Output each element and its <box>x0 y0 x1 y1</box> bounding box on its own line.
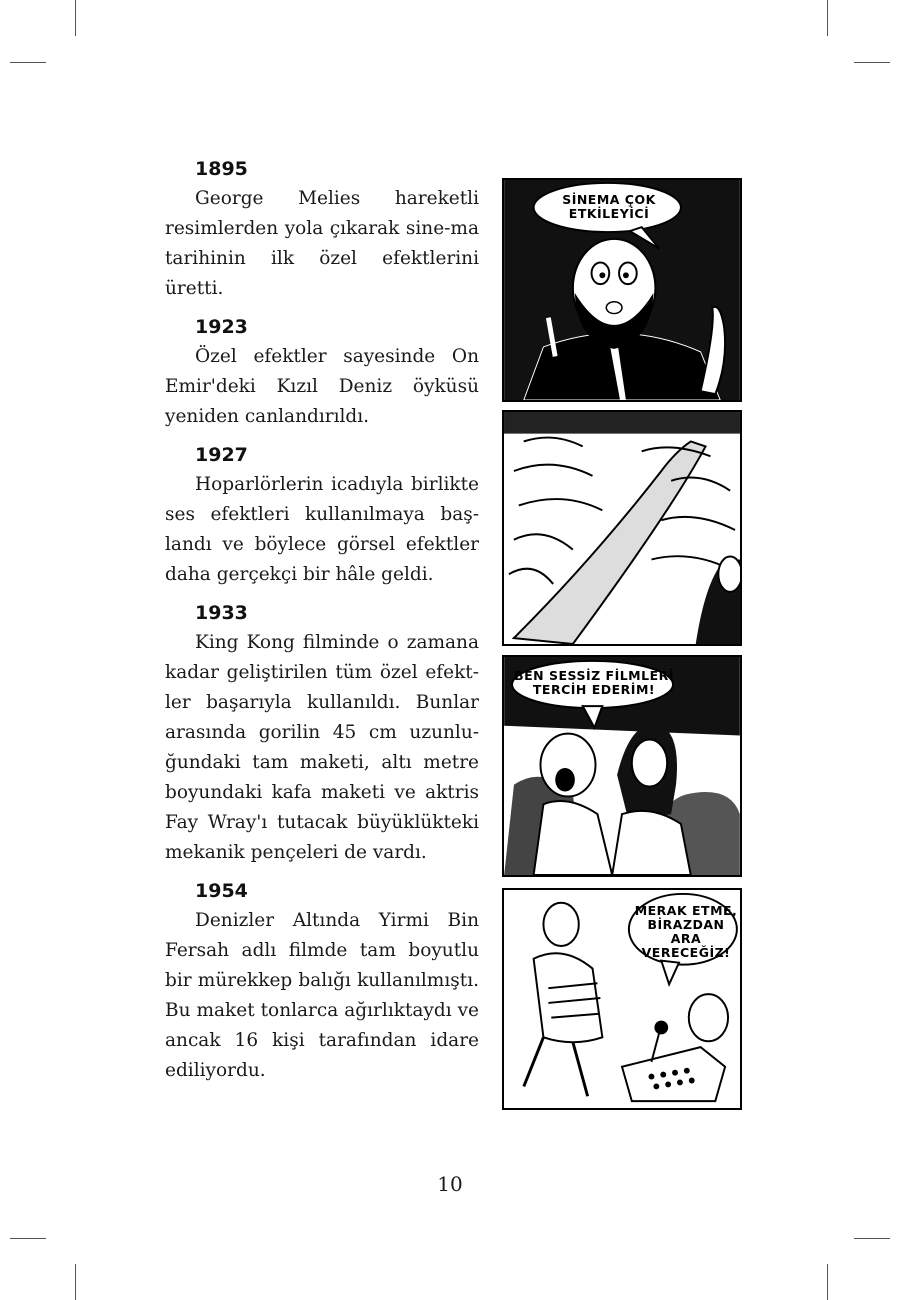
crop-mark <box>75 0 76 36</box>
year-heading: 1895 <box>195 158 248 180</box>
comic-panel-4 <box>502 888 742 1110</box>
entry-text: King Kong filminde o zamana kadar geliştirilen tüm özel efekt-ler başarıyla kullanıldı. Bunlar arasında gorilin 45 cm uzunlu-ğundaki tam maketi, altı metre boyundaki kafa maketi ve aktris Fay Wray'ı tutacak büyüklükteki mekanik pençeleri de vardı. <box>165 632 479 863</box>
crop-mark <box>10 62 46 63</box>
comic-panel-1 <box>502 178 742 402</box>
page-number: 10 <box>437 1172 463 1196</box>
year-heading: 1923 <box>195 316 248 338</box>
entry-text: Özel efektler sayesinde On Emir'deki Kızıl Deniz öyküsü yeniden canlandırıldı. <box>165 346 479 427</box>
entry-text: Hoparlörlerin icadıyla birlikte ses efektleri kullanılmaya baş-landı ve böylece görsel efektler daha gerçekçi bir hâle geldi. <box>165 474 479 585</box>
speech-bubble-text: MERAK ETME, BİRAZDAN ARA VERECEĞİZ! <box>634 903 738 960</box>
comic-panel-2 <box>502 410 742 646</box>
year-heading: 1933 <box>195 602 248 624</box>
crop-mark <box>10 1238 46 1239</box>
entry-text: George Melies hareketli resimlerden yola çıkarak sine-ma tarihinin ilk özel efektlerini üretti. <box>165 188 479 299</box>
year-heading: 1927 <box>195 444 248 466</box>
entry-text: Denizler Altında Yirmi Bin Fersah adlı filmde tam boyutlu bir mürekkep balığı kullanılmıştı. Bu maket tonlarca ağırlıktaydı ve ancak 16 kişi tarafından idare ediliyordu. <box>165 910 479 1081</box>
year-heading: 1954 <box>195 880 248 902</box>
speech-bubble-text: SİNEMA ÇOK ETKİLEYİCİ <box>562 192 656 221</box>
crop-mark <box>75 1264 76 1300</box>
comic-panel-3 <box>502 655 742 877</box>
timeline-text <box>165 158 479 1098</box>
crop-mark <box>854 62 890 63</box>
speech-bubble-text: BEN SESSİZ FİLMLERİ TERCİH EDERİM! <box>514 668 674 697</box>
parting-sea-illustration <box>504 412 740 644</box>
crop-mark <box>854 1238 890 1239</box>
crop-mark <box>827 0 828 36</box>
crop-mark <box>827 1264 828 1300</box>
